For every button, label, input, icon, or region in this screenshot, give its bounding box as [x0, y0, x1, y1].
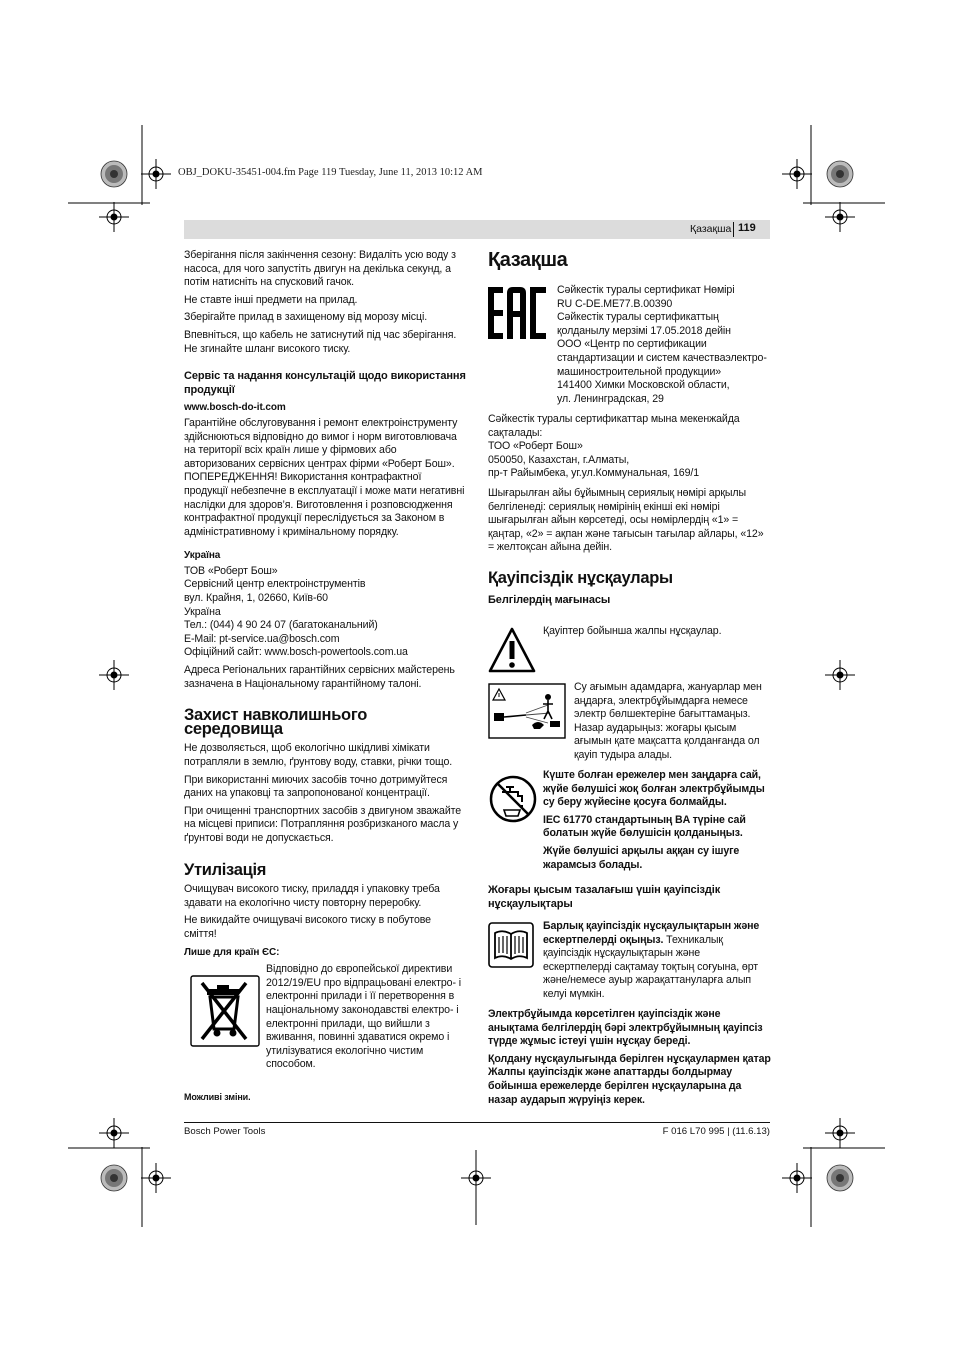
- cert-line: Сәйкестік туралы сертификаттың: [557, 311, 719, 324]
- eu-only-label: Лише для країн ЄС:: [184, 946, 280, 958]
- weee-bin-icon: [190, 975, 260, 1047]
- header-bar: [184, 220, 770, 239]
- regional-text: Адреса Регіональних гарантійних сервісних майстерень зазначена в Національному гарантійному талоні.: [184, 664, 455, 690]
- final-paras: [488, 1008, 772, 1111]
- env-para: При використанні миючих засобів точно дотримуйтеся даних на упаковці та запропонованої концентрації.: [184, 773, 448, 800]
- sign2-text: Су ағымын адамдарға, жануарлар мен аңдарға, электрбұйымдарға немесе электр бөлшектеріне бағыттамаңыз. Назар аударыңыз: жоғары қысым ағымын қате мақсатта қолданғанда ол қауіп тудыра алады.: [574, 681, 762, 761]
- service-url: www.bosch-do-it.com: [184, 402, 286, 414]
- address-line: Тел.: (044) 4 90 24 07 (багатоканальний): [184, 619, 378, 632]
- eac-mark: [488, 287, 546, 339]
- storage-para: Зберігайте прилад в захищеному від морозу місці.: [184, 311, 428, 324]
- sign3-line-a: Күште болған ережелер мен заңдарға сай, жүйе бөлушісі жоқ болған электрбұйымды су беру жүйесіне қосуға болмайды.: [543, 769, 765, 809]
- instruction-para: Электрбұйымда көрсетілген қауіпсіздік және анықтама белгілердің бәрі электрбұйымның қауіпсіз түрде жұмыс істеуі үшін нұсқау береді.: [488, 1008, 763, 1048]
- sign3-block: [543, 769, 771, 876]
- no-potable-water-icon: [488, 774, 538, 824]
- address-line: Офіційний сайт: www.bosch-powertools.com.ua: [184, 646, 408, 659]
- water-jet-warning-icon: [488, 683, 566, 739]
- read-text-bold: Барлық қауіпсіздік нұсқаулықтарын және ескертпелерді оқыңыз.: [543, 920, 760, 946]
- cert-line: RU C-DE.ME77.B.00390: [557, 297, 673, 310]
- address-line: Україна: [184, 605, 221, 618]
- cert-line: ООО «Центр по сертификации: [557, 338, 707, 351]
- address-block: [184, 565, 466, 660]
- address-line: вул. Крайня, 1, 02660, Київ-60: [184, 592, 328, 605]
- cert-line: машиностроительной продукции»: [557, 365, 722, 378]
- weee-block: [184, 963, 466, 1083]
- eu-text: Відповідно до європейської директиви 2012/19/EU про відпрацьовані електро- і електронні прилади і її перетворення в національному законодавстві електро- і електронні прилади, що вийшли з вживання, повинні здаватися окремо і утилізуватися екологічно чистим способом.: [266, 963, 461, 1071]
- page-number: 119: [738, 222, 756, 234]
- header-lang: Қазақша: [690, 223, 732, 235]
- right-column: [488, 249, 772, 271]
- contact-line: Сәйкестік туралы сертификаттар мына мекенжайда: [488, 413, 740, 425]
- disposal-para: Очищувач високого тиску, приладдя і упаковку треба здавати на екологічно чисту повторну переробку.: [184, 883, 440, 909]
- read-text: [543, 920, 771, 1002]
- contact-line: ТОО «Роберт Бош»: [488, 440, 583, 453]
- address-line: Сервісний центр електроінструментів: [184, 578, 366, 591]
- sign1-text: Қауіптер бойынша жалпы нұсқаулар.: [543, 625, 722, 637]
- sign3-line-b: IEC 61770 стандартының BA түріне сай болатын жүйе бөлушісін қолданыңыз.: [543, 813, 746, 840]
- sign3-line-c: Жүйе бөлушісі арқылы аққан су ішуге жарамсыз болады.: [543, 844, 740, 871]
- footer-docnum: F 016 L70 995 | (11.6.13): [662, 1126, 770, 1137]
- contact-line: пр-т Райымбека, уг.ул.Коммунальная, 169/1: [488, 467, 700, 480]
- hp-heading-block: [488, 884, 772, 915]
- footer-rule: [184, 1122, 770, 1123]
- read-manual-icon: [488, 922, 534, 968]
- cert-line: ул. Ленинградская, 29: [557, 392, 664, 405]
- contact-block: [488, 413, 772, 481]
- hp-heading: Жоғары қысым тазалағыш үшін қауіпсіздік нұсқаулықтары: [488, 884, 721, 910]
- header-divider: [733, 222, 734, 237]
- contact-line: сақталады:: [488, 426, 543, 439]
- footer-brand: Bosch Power Tools: [184, 1126, 266, 1137]
- contact-line: 050050, Казахстан, г.Алматы,: [488, 453, 630, 466]
- env-para: При очищенні транспортних засобів з двигуном зважайте на місцеві приписи: Потрапляння розбризканого масла у ґрунтові води не допускається.: [184, 804, 462, 844]
- storage-para: Зберігання після закінчення сезону: Видаліть усю воду з насоса, для чого запустіть двигун на декілька секунд, а потім натисніть на спусковий гачок.: [184, 249, 456, 289]
- safety-heading: Қауіпсіздік нұсқаулары: [488, 568, 673, 587]
- left-column: [184, 249, 466, 1109]
- address-line: ТОВ «Роберт Бош»: [184, 564, 278, 577]
- instruction-para: Қолдану нұсқаулығында берілген нұсқаулармен қатар Жалпы қауіпсіздік және апаттарды болдырмау бойынша ережелерде берілген нұсқауларына да назар аударып жүруіңіз керек.: [488, 1052, 771, 1106]
- disposal-heading: Утилізація: [184, 860, 267, 879]
- cert-line: стандартизации и систем качестваэлектро-: [557, 351, 767, 364]
- cert-line: Сәйкестік туралы сертификат Нөмірі: [557, 284, 735, 296]
- env-heading: Захист навколишнього середовища: [184, 706, 367, 738]
- storage-para: Не ставте інші предмети на прилад.: [184, 293, 358, 306]
- service-text: Гарантійне обслуговування і ремонт електроінструменту здійснюються відповідно до вимог і норм виготовлювача на території всіх країн лише у фірмових або авторизованих сервісних центрах фірми «Роберт Бош». ПОПЕРЕДЖЕННЯ! Використання контрафактної продукції небезпечне в експлуатації і може мати негативні наслідки для здоров’я. Виготовлення і розповсюдження контрафактної продукції переслідується за Законом в адміністративному і кримінальному порядку.: [184, 416, 465, 538]
- storage-para: Впевніться, що кабель не затиснутий під час зберігання. Не згинайте шланг високого тиску.: [184, 328, 457, 355]
- section-title: Қазақша: [488, 249, 568, 271]
- cert-line: 141400 Химки Московской области,: [557, 379, 730, 392]
- env-para: Не дозволяється, щоб екологічно шкідливі хімікати потрапляли в землю, ґрунтову воду, ставки, річки тощо.: [184, 742, 453, 768]
- address-line: E-Mail: pt-service.ua@bosch.com: [184, 632, 340, 645]
- signs-heading: Белгілердің мағынасы: [488, 593, 611, 606]
- country-label: Україна: [184, 550, 221, 562]
- right-column-body: [488, 413, 772, 611]
- changes-note: Можливі зміни.: [184, 1092, 251, 1103]
- warning-triangle-icon: [488, 627, 536, 673]
- disposal-para: Не викидайте очищувачі високого тиску в побутове сміття!: [184, 914, 431, 940]
- print-slug: OBJ_DOKU-35451-004.fm Page 119 Tuesday, June 11, 2013 10:12 AM: [178, 167, 483, 178]
- cert-line: қолданылу мерзімі 17.05.2018 дейін: [557, 324, 731, 337]
- read-text-rest: Техникалық қауіпсіздік нұсқаулықтарын және ескертпелерді сақтамау тоқтың соғуына, өрт және/немесе ауыр жарақаттануларға алып келуі мүмкін.: [543, 933, 758, 1000]
- service-heading: Сервіс та надання консультацій щодо використання продукції: [184, 370, 466, 396]
- serial-text: Шығарылған айы бұйымның сериялық нөмірі арқылы белгіленеді: сериялық нөмірінің екінші екі нөмірі шығарылған айын көрсетеді, осы нөмірлердің «1» = қаңтар, «2» = ақпан және тағысын тағылар айлары, «12» = желтоқсан айына дейін.: [488, 486, 764, 554]
- cert-block: [557, 284, 772, 406]
